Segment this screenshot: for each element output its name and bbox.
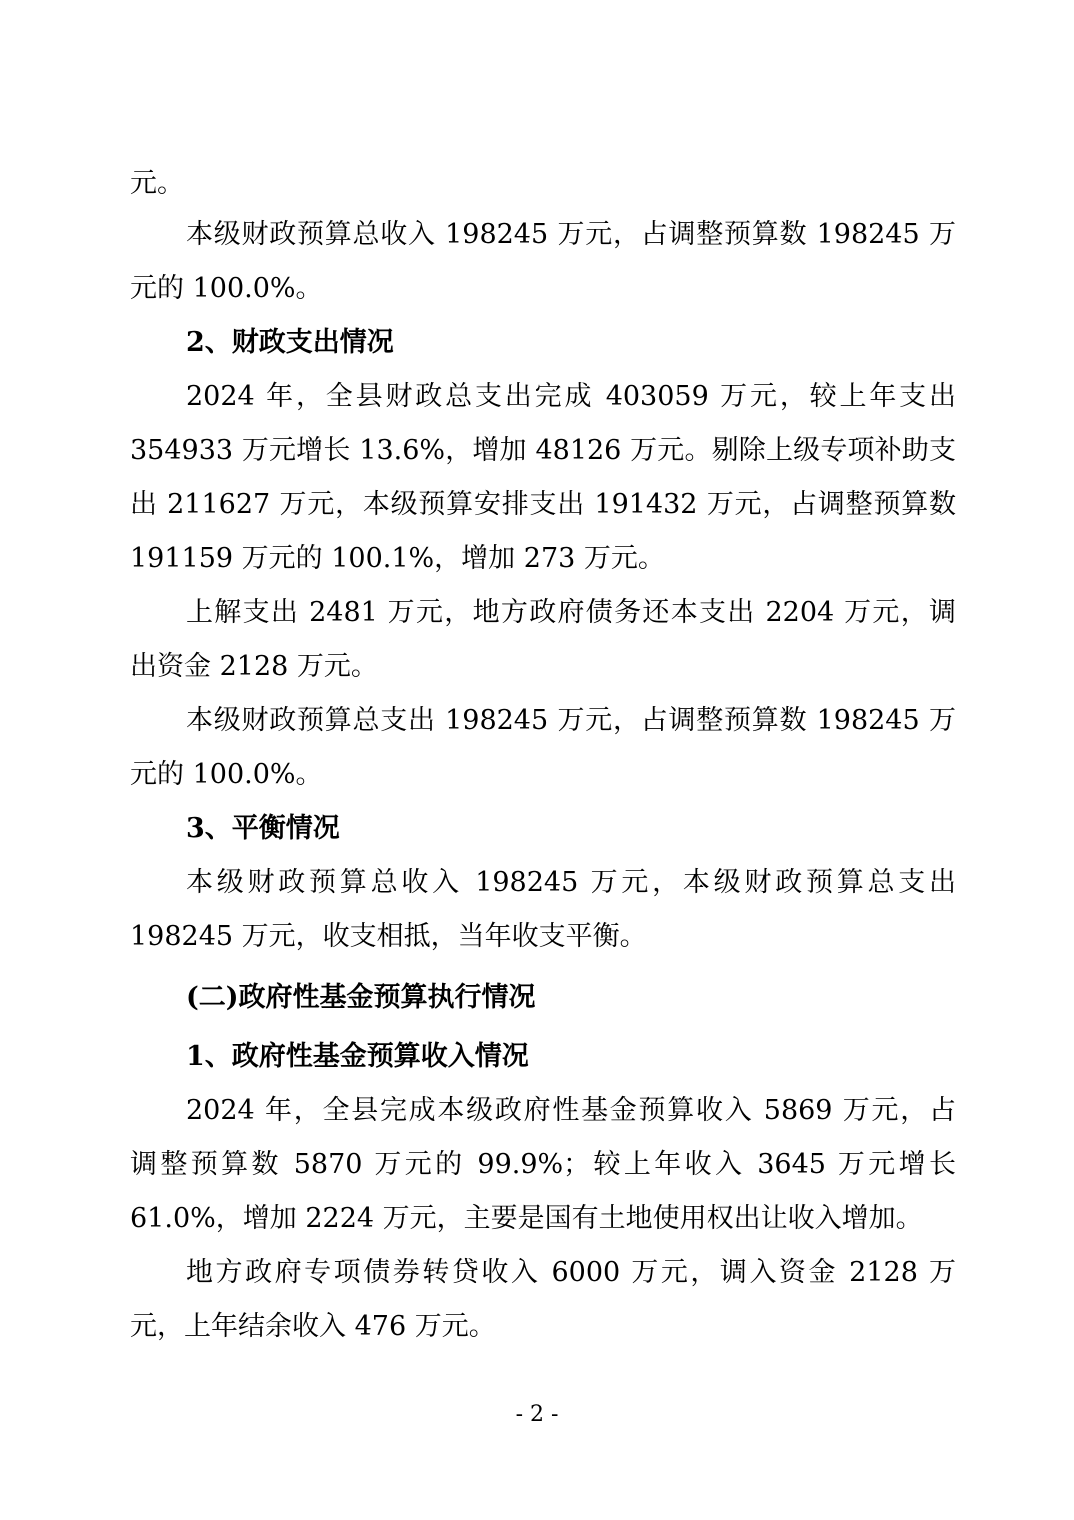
paragraph-line: 2024 年，全县完成本级政府性基金预算收入 5869 万元，占	[186, 1095, 956, 1126]
paragraph-line: 调整预算数 5870 万元的 99.9%；较上年收入 3645 万元增长	[130, 1149, 956, 1180]
paragraph-line: 本级财政预算总收入 198245 万元，占调整预算数 198245 万	[186, 219, 956, 250]
paragraph-line: 本级财政预算总收入 198245 万元，本级财政预算总支出	[186, 867, 956, 898]
paragraph-line: 354933 万元增长 13.6%，增加 48126 万元。剔除上级专项补助支	[130, 435, 956, 466]
section-heading: 3、平衡情况	[186, 813, 340, 844]
paragraph-line: 191159 万元的 100.1%，增加 273 万元。	[130, 543, 665, 574]
paragraph-line: 出资金 2128 万元。	[130, 651, 378, 682]
page-number: - 2 -	[515, 1402, 559, 1427]
paragraph-line: 元的 100.0%。	[130, 273, 323, 304]
paragraph-line: 地方政府专项债券转贷收入 6000 万元，调入资金 2128 万	[186, 1257, 956, 1288]
paragraph-line: 61.0%，增加 2224 万元，主要是国有土地使用权出让收入增加。	[130, 1203, 923, 1234]
paragraph-line: 2024 年，全县财政总支出完成 403059 万元，较上年支出	[186, 381, 956, 412]
paragraph-line: 出 211627 万元，本级预算安排支出 191432 万元，占调整预算数	[130, 489, 956, 520]
paragraph-line: 元的 100.0%。	[130, 759, 323, 790]
paragraph-line: 198245 万元，收支相抵，当年收支平衡。	[130, 921, 647, 952]
section-heading: 1、政府性基金预算收入情况	[186, 1041, 529, 1072]
paragraph-line: 本级财政预算总支出 198245 万元，占调整预算数 198245 万	[186, 705, 956, 736]
paragraph-line: 元。	[130, 168, 184, 199]
paragraph-line: 元，上年结余收入 476 万元。	[130, 1311, 496, 1342]
section-heading: (二)政府性基金预算执行情况	[186, 982, 536, 1013]
section-heading: 2、财政支出情况	[186, 327, 394, 358]
paragraph-line: 上解支出 2481 万元，地方政府债务还本支出 2204 万元，调	[186, 597, 956, 628]
